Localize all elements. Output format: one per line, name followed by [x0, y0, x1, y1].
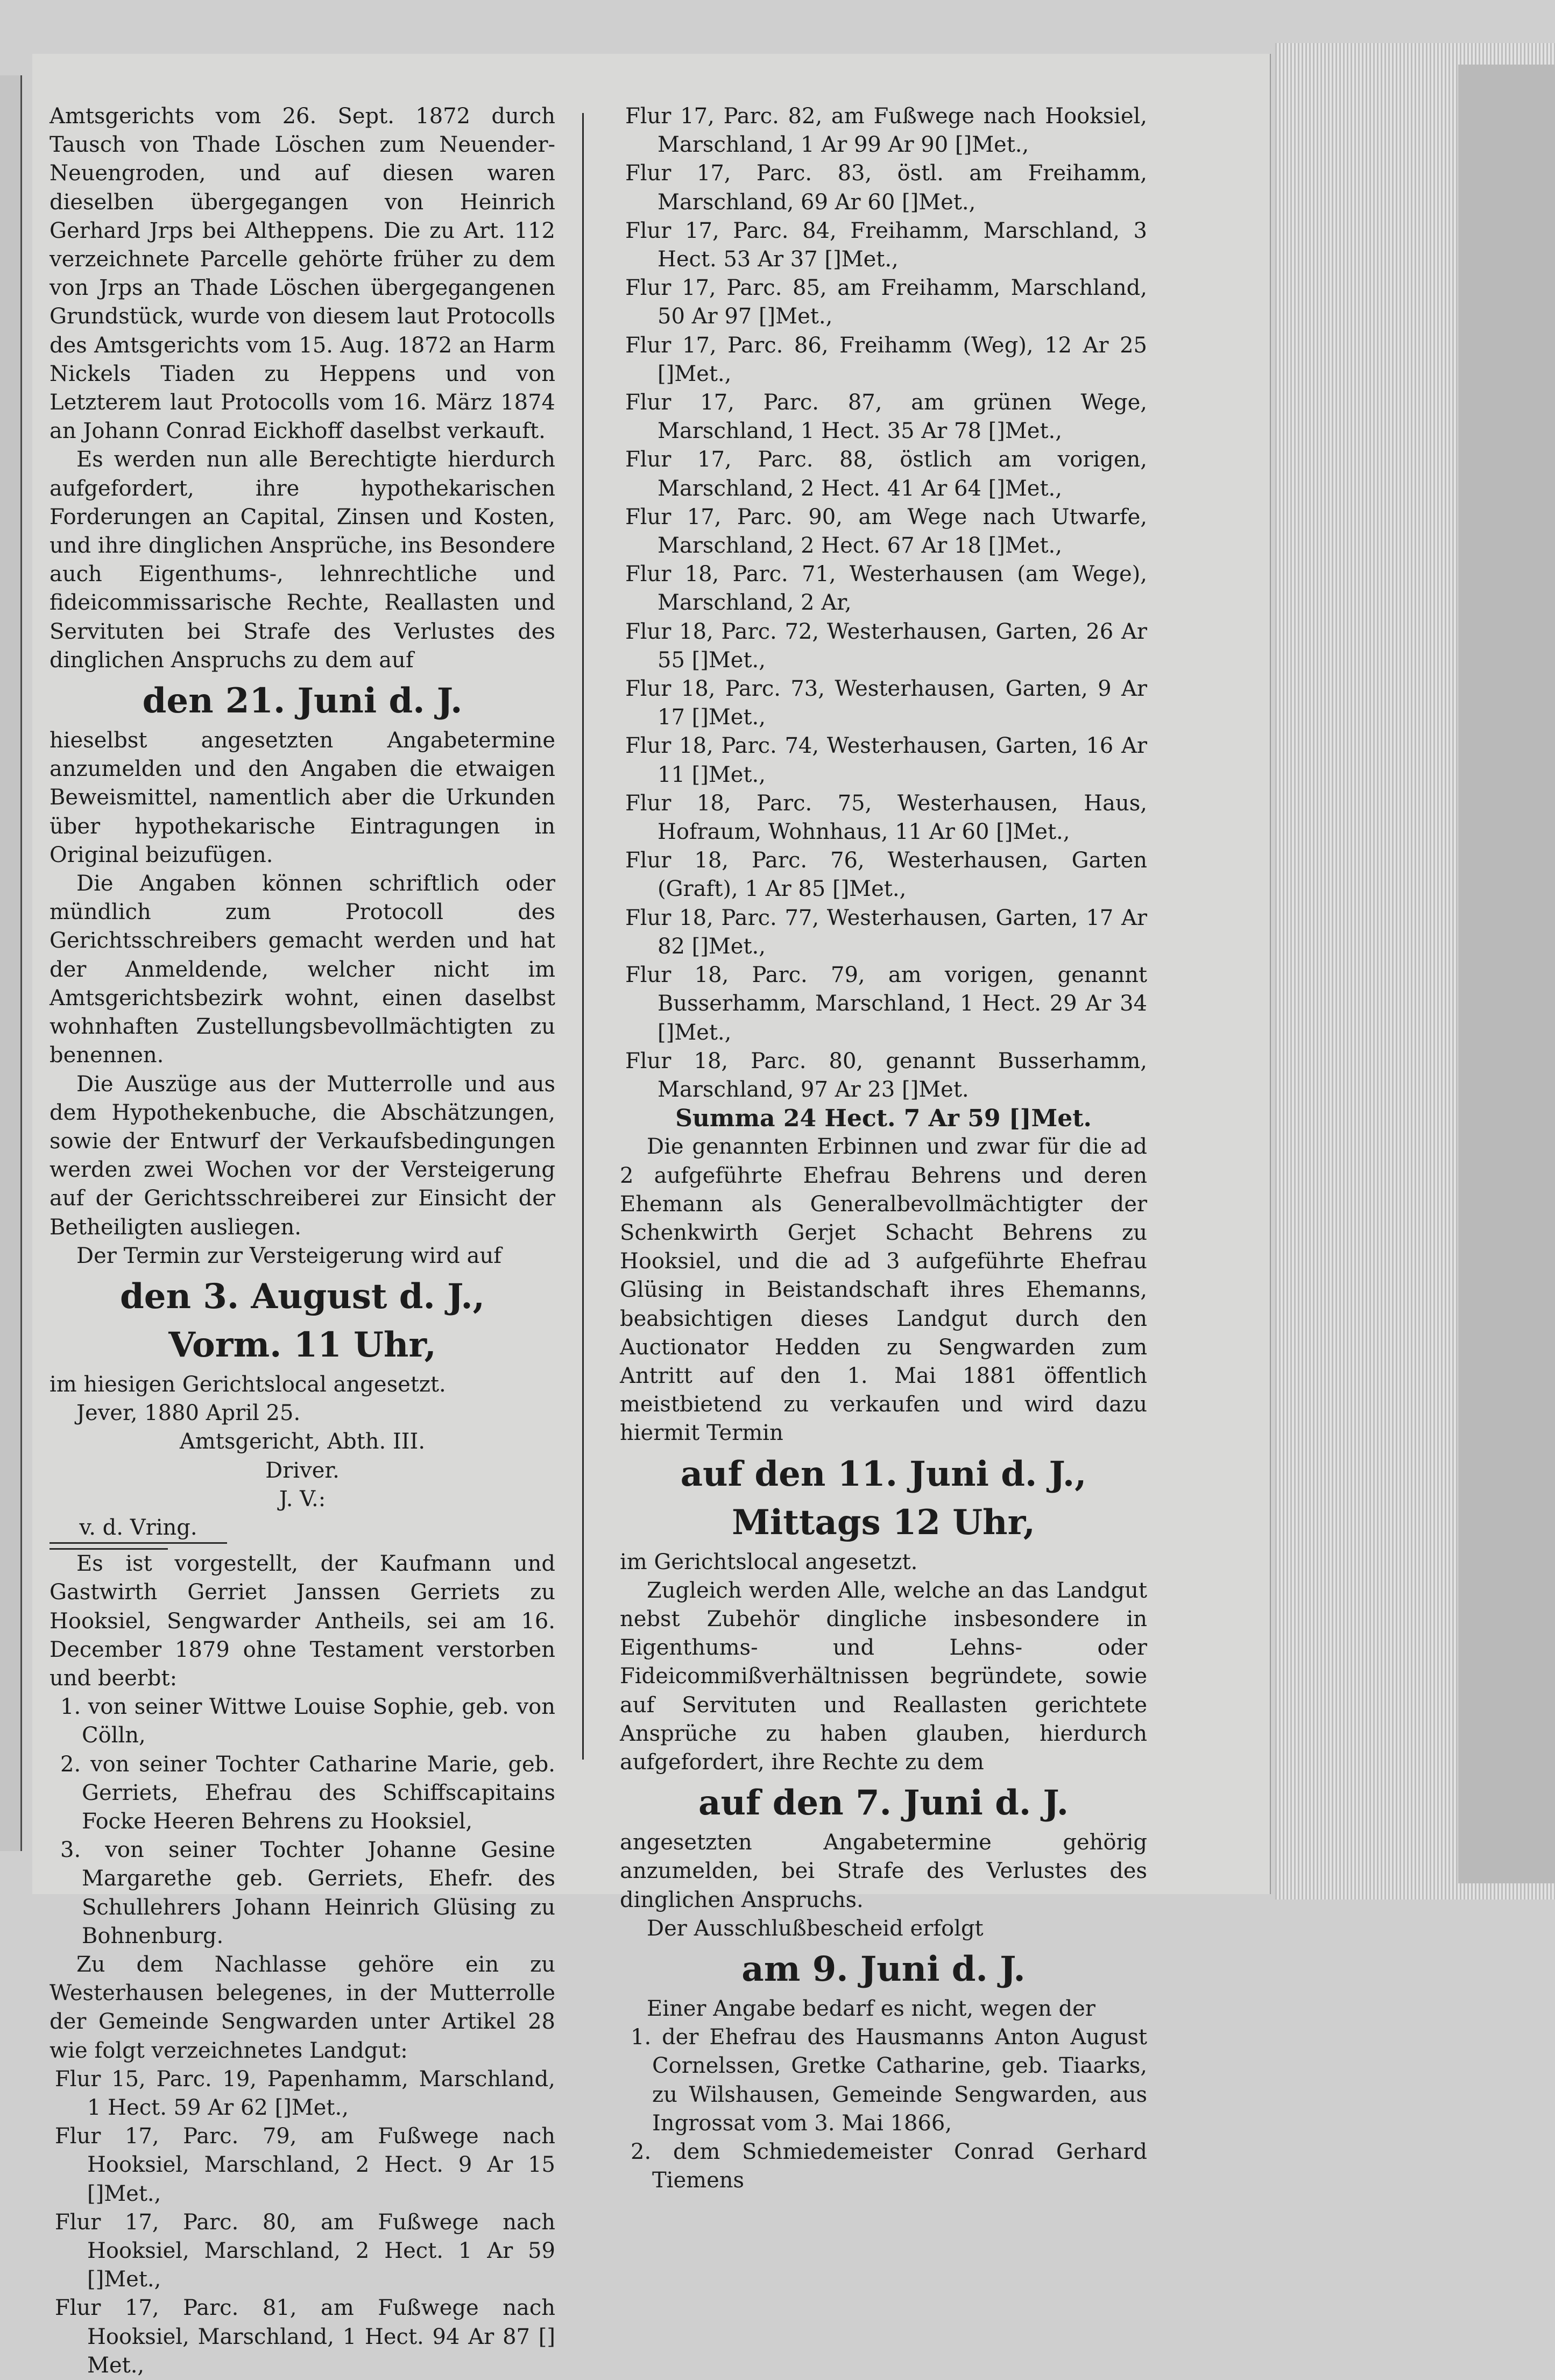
parcel-item: Flur 18, Parc. 76, Westerhausen, Garten (Graft), 1 Ar 85 []Met.,	[625, 848, 1147, 902]
paragraph: Der Termin zur Versteigerung wird auf	[76, 1243, 502, 1268]
auction-time: Mittags 12 Uhr,	[732, 1502, 1035, 1543]
place-date: Jever, 1880 April 25.	[76, 1401, 301, 1426]
court-name: Amtsgericht, Abth. III.	[179, 1429, 426, 1454]
parcel-item: Flur 17, Parc. 84, Freihamm, Marschland, 3 Hect. 53 Ar 37 []Met.,	[625, 218, 1147, 272]
paragraph: Zu dem Nachlasse gehöre ein zu Westerhausen belegenes, in der Mutterrolle der Gemeinde Sengwarden unter Artikel 28 wie folgt verzeichnetes Landgut:	[50, 1952, 555, 2063]
paragraph: Die genannten Erbinnen und zwar für die ad 2 aufgeführte Ehefrau Behrens und deren Ehemann als Generalbevollmächtigter der Schenkwirth Gerjet Schacht Behrens zu Hooksiel, und die ad 3 aufgeführte Ehefrau Glüsing in Beistandschaft ihres Ehemanns, beabsichtigen dieses Landgut durch den Auctionator Hedden zu Sengwarden zum Antritt auf den 1. Mai 1881 öffentlich meistbietend zu verkaufen und wird dazu hiermit Termin	[620, 1134, 1147, 1446]
exception-item: 2. dem Schmiedemeister Conrad Gerhard Tiemens	[631, 2139, 1147, 2193]
column-divider	[582, 113, 584, 1760]
parcel-item: Flur 17, Parc. 86, Freihamm (Weg), 12 Ar 25 []Met.,	[625, 333, 1147, 386]
paragraph: angesetzten Angabetermine gehörig anzumelden, bei Strafe des Verlustes des dinglichen Anspruchs.	[620, 1830, 1147, 1912]
deadline-date: den 21. Juni d. J.	[142, 681, 463, 722]
facing-page-edge	[0, 75, 22, 1851]
judge-name: Driver.	[265, 1458, 340, 1483]
parcel-item: Flur 17, Parc. 79, am Fußwege nach Hooksiel, Marschland, 2 Hect. 9 Ar 15 []Met.,	[55, 2124, 555, 2206]
deadline-date: auf den 7. Juni d. J.	[698, 1783, 1069, 1824]
parcel-item: Flur 17, Parc. 85, am Freihamm, Marschland, 50 Ar 97 []Met.,	[625, 276, 1147, 329]
paragraph: Amtsgerichts vom 26. Sept. 1872 durch Tausch von Thade Löschen zum Neuender-Neuengroden, und auf diesen waren dieselben übergegangen von Heinrich Gerhard Jrps bei Altheppens. Die zu Art. 112 verzeichnete Parcelle gehörte früher zu dem von Jrps an Thade Löschen übergegangenen Grundstück, wurde von diesem laut Protocolls des Amtsgerichts vom 15. Aug. 1872 an Harm Nickels Tiaden zu Heppens und von Letzterem laut Protocolls vom 16. März 1874 an Johann Conrad Eickhoff daselbst verkauft.	[50, 104, 555, 444]
heir-item: 1. von seiner Wittwe Louise Sophie, geb. von Cölln,	[60, 1694, 555, 1748]
paragraph: Es ist vorgestellt, der Kaufmann und Gastwirth Gerriet Janssen Gerriets zu Hooksiel, Sengwarder Antheils, sei am 16. December 1879 ohne Testament verstorben und beerbt:	[50, 1551, 555, 1691]
parcel-item: Flur 18, Parc. 75, Westerhausen, Haus, Hofraum, Wohnhaus, 11 Ar 60 []Met.,	[625, 790, 1147, 845]
paragraph: Die Angaben können schriftlich oder mündlich zum Protocoll des Gerichtsschreibers gemacht werden und hat der Anmeldende, welcher nicht im Amtsgerichtsbezirk wohnt, einen daselbst wohnhaften Zustellungsbevollmächtigten zu benennen.	[50, 871, 555, 1068]
right-column	[620, 102, 1147, 2195]
parcel-item: Flur 18, Parc. 72, Westerhausen, Garten, 26 Ar 55 []Met.,	[625, 619, 1147, 673]
total-area: Summa 24 Hect. 7 Ar 59 []Met.	[675, 1105, 1092, 1133]
paragraph: Der Ausschlußbescheid erfolgt	[647, 1916, 984, 1941]
left-column	[50, 102, 555, 2380]
parcel-item: Flur 18, Parc. 79, am vorigen, genannt Busserhamm, Marschland, 1 Hect. 29 Ar 34 []Met.,	[625, 963, 1147, 1045]
paragraph: Die Auszüge aus der Mutterrolle und aus dem Hypothekenbuche, die Abschätzungen, sowie der Entwurf der Verkaufsbedingungen werden zwei Wochen vor der Versteigerung auf der Gerichtsschreiberei zur Einsicht der Betheiligten ausliegen.	[50, 1071, 555, 1240]
deputy-signature: v. d. Vring.	[50, 1514, 227, 1544]
paragraph: Einer Angabe bedarf es nicht, wegen der	[647, 1996, 1095, 2021]
parcel-item: Flur 17, Parc. 82, am Fußwege nach Hooksiel, Marschland, 1 Ar 99 Ar 90 []Met.,	[625, 104, 1147, 158]
heir-item: 2. von seiner Tochter Catharine Marie, geb. Gerriets, Ehefrau des Schiffscapitains Focke Heeren Behrens zu Hooksiel,	[60, 1752, 555, 1834]
parcel-item: Flur 15, Parc. 19, Papenhamm, Marschland, 1 Hect. 59 Ar 62 []Met.,	[55, 2066, 555, 2120]
paragraph: im hiesigen Gerichtslocal angesetzt.	[50, 1372, 446, 1397]
parcel-item: Flur 18, Parc. 80, genannt Busserhamm, Marschland, 97 Ar 23 []Met.	[625, 1048, 1147, 1102]
parcel-item: Flur 17, Parc. 83, östl. am Freihamm, Marschland, 69 Ar 60 []Met.,	[625, 161, 1147, 215]
parcel-item: Flur 17, Parc. 87, am grünen Wege, Marschland, 1 Hect. 35 Ar 78 []Met.,	[625, 390, 1147, 444]
parcel-item: Flur 18, Parc. 74, Westerhausen, Garten, 16 Ar 11 []Met.,	[625, 733, 1147, 787]
parcel-item: Flur 17, Parc. 81, am Fußwege nach Hooksiel, Marschland, 1 Hect. 94 Ar 87 [] Met.,	[55, 2296, 555, 2378]
exclusion-date: am 9. Juni d. J.	[741, 1948, 1026, 1989]
parcel-item: Flur 17, Parc. 90, am Wege nach Utwarfe, Marschland, 2 Hect. 67 Ar 18 []Met.,	[625, 504, 1147, 559]
paragraph: im Gerichtslocal angesetzt.	[620, 1549, 918, 1574]
parcel-item: Flur 18, Parc. 77, Westerhausen, Garten, 17 Ar 82 []Met.,	[625, 905, 1147, 959]
parcel-item: Flur 17, Parc. 80, am Fußwege nach Hooksiel, Marschland, 2 Hect. 1 Ar 59 []Met.,	[55, 2209, 555, 2292]
paragraph: Es werden nun alle Berechtigte hierdurch aufgefordert, ihre hypothekarischen Forderungen an Capital, Zinsen und Kosten, und ihre dinglichen Ansprüche, ins Besondere auch Eigenthums-, lehnrechtliche und fideicommissarische Rechte, Reallasten und Servituten bei Strafe des Verlustes des dinglichen Anspruchs zu dem auf	[50, 447, 555, 673]
exception-item: 1. der Ehefrau des Hausmanns Anton August Cornelssen, Gretke Catharine, geb. Tiaarks, zu Wilshausen, Gemeinde Sengwarden, aus Ingrossat vom 3. Mai 1866,	[631, 2025, 1147, 2136]
auction-time: Vorm. 11 Uhr,	[168, 1324, 436, 1365]
auction-date: auf den 11. Juni d. J.,	[680, 1453, 1087, 1494]
deputy-label: J. V.:	[279, 1486, 326, 1512]
auction-date: den 3. August d. J.,	[120, 1276, 485, 1317]
paragraph: hieselbst angesetzten Angabetermine anzumelden und den Angaben die etwaigen Beweismittel, namentlich aber die Urkunden über hypothekarische Eintragungen in Original beizufügen.	[50, 728, 555, 867]
parcel-item: Flur 18, Parc. 71, Westerhausen (am Wege), Marschland, 2 Ar,	[625, 562, 1147, 616]
heir-item: 3. von seiner Tochter Johanne Gesine Margarethe geb. Gerriets, Ehefr. des Schullehrers Johann Heinrich Glüsing zu Bohnenburg.	[60, 1838, 555, 1948]
page-edge-speckle	[1458, 65, 1555, 1883]
paragraph: Zugleich werden Alle, welche an das Landgut nebst Zubehör dingliche insbesondere in Eigenthums- und Lehns- oder Fideicommißverhältnissen begründete, sowie auf Servituten und Reallasten gerichtete Ansprüche zu haben glauben, hierdurch aufgefordert, ihre Rechte zu dem	[620, 1578, 1147, 1775]
parcel-item: Flur 18, Parc. 73, Westerhausen, Garten, 9 Ar 17 []Met.,	[625, 676, 1147, 730]
parcel-item: Flur 17, Parc. 88, östlich am vorigen, Marschland, 2 Hect. 41 Ar 64 []Met.,	[625, 447, 1147, 501]
